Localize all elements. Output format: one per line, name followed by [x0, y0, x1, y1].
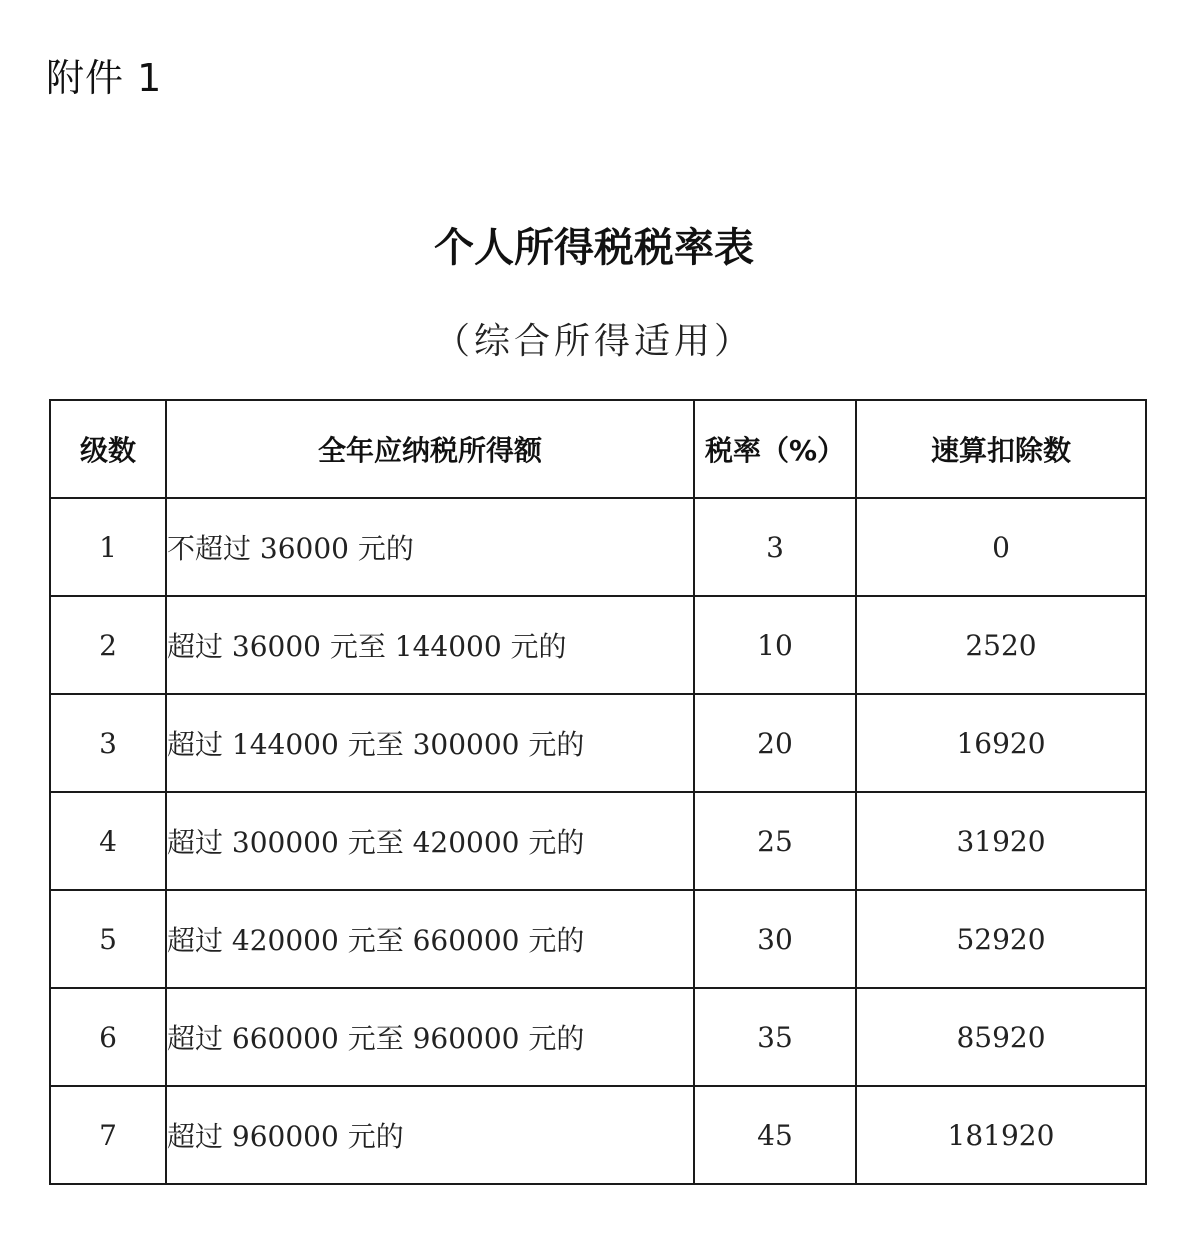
cell-level: 3 [50, 694, 166, 792]
cell-income: 超过 144000 元至 300000 元的 [166, 694, 694, 792]
table-row [50, 890, 1146, 988]
header-level: 级数 [50, 400, 166, 498]
document-title: 个人所得税税率表 [434, 224, 754, 271]
cell-rate: 30 [694, 890, 856, 988]
table-row [50, 1086, 1146, 1184]
cell-income: 超过 300000 元至 420000 元的 [166, 792, 694, 890]
cell-income: 不超过 36000 元的 [166, 498, 694, 596]
table-header-row [50, 400, 1146, 498]
cell-rate: 3 [694, 498, 856, 596]
cell-income: 超过 420000 元至 660000 元的 [166, 890, 694, 988]
table-row [50, 498, 1146, 596]
table-row [50, 792, 1146, 890]
cell-level: 5 [50, 890, 166, 988]
tax-rate-table [49, 399, 1147, 1185]
header-income: 全年应纳税所得额 [166, 400, 694, 498]
cell-level: 4 [50, 792, 166, 890]
cell-deduction: 181920 [856, 1086, 1146, 1184]
cell-level: 2 [50, 596, 166, 694]
cell-income: 超过 36000 元至 144000 元的 [166, 596, 694, 694]
cell-rate: 10 [694, 596, 856, 694]
cell-deduction: 52920 [856, 890, 1146, 988]
table-row [50, 596, 1146, 694]
cell-rate: 20 [694, 694, 856, 792]
cell-rate: 35 [694, 988, 856, 1086]
cell-rate: 25 [694, 792, 856, 890]
table-row [50, 694, 1146, 792]
cell-rate: 45 [694, 1086, 856, 1184]
cell-income: 超过 660000 元至 960000 元的 [166, 988, 694, 1086]
cell-deduction: 31920 [856, 792, 1146, 890]
cell-level: 7 [50, 1086, 166, 1184]
cell-deduction: 2520 [856, 596, 1146, 694]
document-subtitle: （综合所得适用） [433, 321, 754, 362]
cell-deduction: 0 [856, 498, 1146, 596]
attachment-label: 附件 1 [46, 56, 163, 100]
table-row [50, 988, 1146, 1086]
header-rate: 税率（%） [694, 400, 856, 498]
cell-income: 超过 960000 元的 [166, 1086, 694, 1184]
cell-level: 1 [50, 498, 166, 596]
cell-deduction: 16920 [856, 694, 1146, 792]
cell-deduction: 85920 [856, 988, 1146, 1086]
header-deduction: 速算扣除数 [856, 400, 1146, 498]
cell-level: 6 [50, 988, 166, 1086]
